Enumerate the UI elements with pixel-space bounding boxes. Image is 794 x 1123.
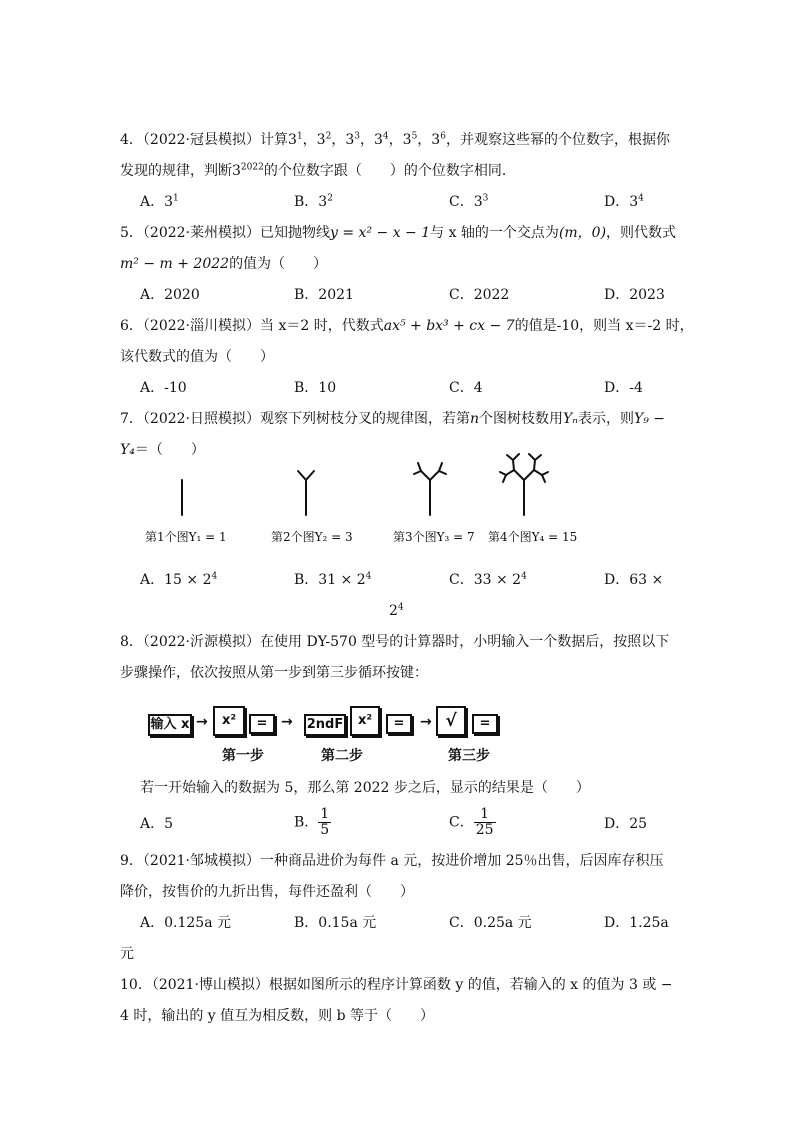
q6-number: 6． [120, 318, 143, 334]
q10-line-2: 4 时，输出的 y 值互为相反数，则 b 等于（ ） [120, 1008, 435, 1024]
q9-option-d-wrap: 元 [120, 946, 134, 962]
q6-line-2: 该代数式的值为（ ） [120, 349, 274, 365]
q5-source: （2022·莱州模拟） [142, 225, 261, 241]
arrow-icon: → [281, 714, 293, 730]
q8-line-3: 若一开始输入的数据为 5，那么第 2022 步之后，显示的结果是（ ） [140, 780, 590, 796]
tree-figure-3 [414, 463, 446, 515]
q7-option-a[interactable]: A．$15 \times 2^4$ [140, 571, 218, 588]
arrow-icon: → [420, 714, 432, 730]
key-equals: = [249, 714, 275, 734]
q4-option-a[interactable]: A．$3^1$ [140, 193, 179, 210]
q6-option-b[interactable]: B．10 [294, 380, 337, 396]
q8-number: 8． [120, 634, 143, 650]
tree-caption-4: 第4个图Y₄ = 15 [488, 530, 578, 544]
q9-line-2: 降价，按售价的九折出售，每件还盈利（ ） [120, 884, 414, 900]
q8-line-1: 8．（2022·沂源模拟）在使用 DY-570 型号的计算器时，小明输入一个数据后，按照以下 [120, 634, 670, 650]
q4-line-2: 发现的规律，判断$3^{2022}$的个位数字跟（ ）的个位数字相同． [120, 162, 516, 179]
tree-figure-2 [298, 471, 314, 515]
q5-option-a[interactable]: A．2020 [140, 287, 200, 303]
q6-formula: ax⁵ + bx³ + cx − 7 [383, 318, 515, 334]
q7-option-d-wrap: $2^4$ [389, 602, 404, 619]
q6-source: （2022·淄川模拟） [142, 318, 261, 334]
q6-option-c[interactable]: C．4 [449, 380, 483, 396]
q4-source: （2022·冠县模拟） [142, 132, 261, 148]
tree-caption-2: 第2个图Y₂ = 3 [271, 530, 353, 544]
q4-option-b[interactable]: B．$3^2$ [294, 193, 333, 210]
q8-option-d[interactable]: D．25 [604, 816, 648, 832]
key-equals: = [472, 714, 498, 734]
q10-source: （2021·博山模拟） [151, 977, 269, 993]
q5-number: 5． [120, 225, 143, 241]
q7-option-c[interactable]: C．$33 \times 2^4$ [449, 571, 527, 588]
q5-formula: y = x² − x − 1 [330, 225, 431, 241]
q7-line-1: 7．（2022·日照模拟）观察下列树枝分叉的规律图，若第n个图树枝数用Yₙ表示，则Y₉ − [120, 411, 666, 427]
q8-source: （2022·沂源模拟） [142, 634, 261, 650]
q4-option-d[interactable]: D．$3^4$ [604, 193, 644, 210]
q8-line-2: 步骤操作，依次按照从第一步到第三步循环按键： [120, 665, 428, 681]
q9-option-c[interactable]: C．0.25a 元 [449, 915, 532, 931]
step-label-1: 第一步 [222, 748, 264, 764]
fraction: $\frac{1}{5}$ [320, 806, 330, 838]
q5-option-d[interactable]: D．2023 [604, 287, 665, 303]
q9-number: 9． [120, 853, 143, 869]
q5-line-2: m² − m + 2022的值为（ ） [120, 256, 328, 272]
key-2ndf: 2ndF [304, 714, 346, 736]
tree-caption-3: 第3个图Y₃ = 7 [393, 530, 475, 544]
step-label-3: 第三步 [448, 748, 490, 764]
key-square: x² [213, 706, 245, 736]
q9-source: （2021·邹城模拟） [142, 853, 261, 869]
tree-caption-1: 第1个图Y₁ = 1 [145, 530, 227, 544]
q8-option-a[interactable]: A．5 [140, 816, 174, 832]
key-square: x² [350, 706, 380, 736]
q4-line-1: 4．（2022·冠县模拟）计算$3^1$，$3^2$，$3^3$，$3^4$，$3^5$，$3^6$，并观察这些幂的个位数字，根据你 [120, 131, 670, 148]
arrow-icon: → [196, 714, 208, 730]
step-label-2: 第二步 [321, 748, 363, 764]
key-equals: = [386, 714, 412, 734]
q8-option-c[interactable]: C． $\frac{1}{25}$ [449, 806, 494, 838]
q7-number: 7． [120, 411, 143, 427]
q10-line-1: 10．（2021·博山模拟）根据如图所示的程序计算函数 y 的值，若输入的 x 的值为 3 或 − [120, 977, 673, 993]
q6-option-d[interactable]: D．-4 [604, 380, 643, 396]
tree-branch-figure [130, 450, 580, 525]
q6-option-a[interactable]: A．-10 [140, 380, 187, 396]
q7-option-d[interactable]: D．63 × [604, 572, 664, 588]
q9-line-1: 9．（2021·邹城模拟）一种商品进价为每件 a 元，按进价增加 25％出售，后因库存积压 [120, 853, 664, 869]
q7-source: （2022·日照模拟） [142, 411, 261, 427]
q4-option-c[interactable]: C．$3^3$ [449, 193, 489, 210]
q10-number: 10． [120, 977, 152, 993]
q9-option-b[interactable]: B．0.15a 元 [294, 915, 377, 931]
q7-option-b[interactable]: B．$31 \times 2^4$ [294, 571, 372, 588]
q5-option-b[interactable]: B．2021 [294, 287, 354, 303]
q9-option-a[interactable]: A．0.125a 元 [140, 915, 231, 931]
fraction: $\frac{1}{25}$ [475, 806, 494, 838]
q5-option-c[interactable]: C．2022 [449, 287, 510, 303]
q6-line-1: 6．（2022·淄川模拟）当 x＝2 时，代数式ax⁵ + bx³ + cx − 7的值是-10，则当 x＝-2 时， [120, 318, 694, 334]
q5-line-1: 5．（2022·莱州模拟）已知抛物线y = x² − x − 1与 x 轴的一个交点为(m，0)，则代数式 [120, 225, 677, 241]
key-sqrt: √ [436, 706, 466, 736]
q9-option-d[interactable]: D．1.25a [604, 915, 669, 931]
key-input-x: 输入 x [148, 714, 192, 736]
q7-line-2: Y₄＝（ ） [120, 442, 205, 458]
q8-option-b[interactable]: B． $\frac{1}{5}$ [294, 806, 330, 838]
tree-figure-4 [500, 454, 548, 515]
q4-number: 4． [120, 132, 143, 148]
